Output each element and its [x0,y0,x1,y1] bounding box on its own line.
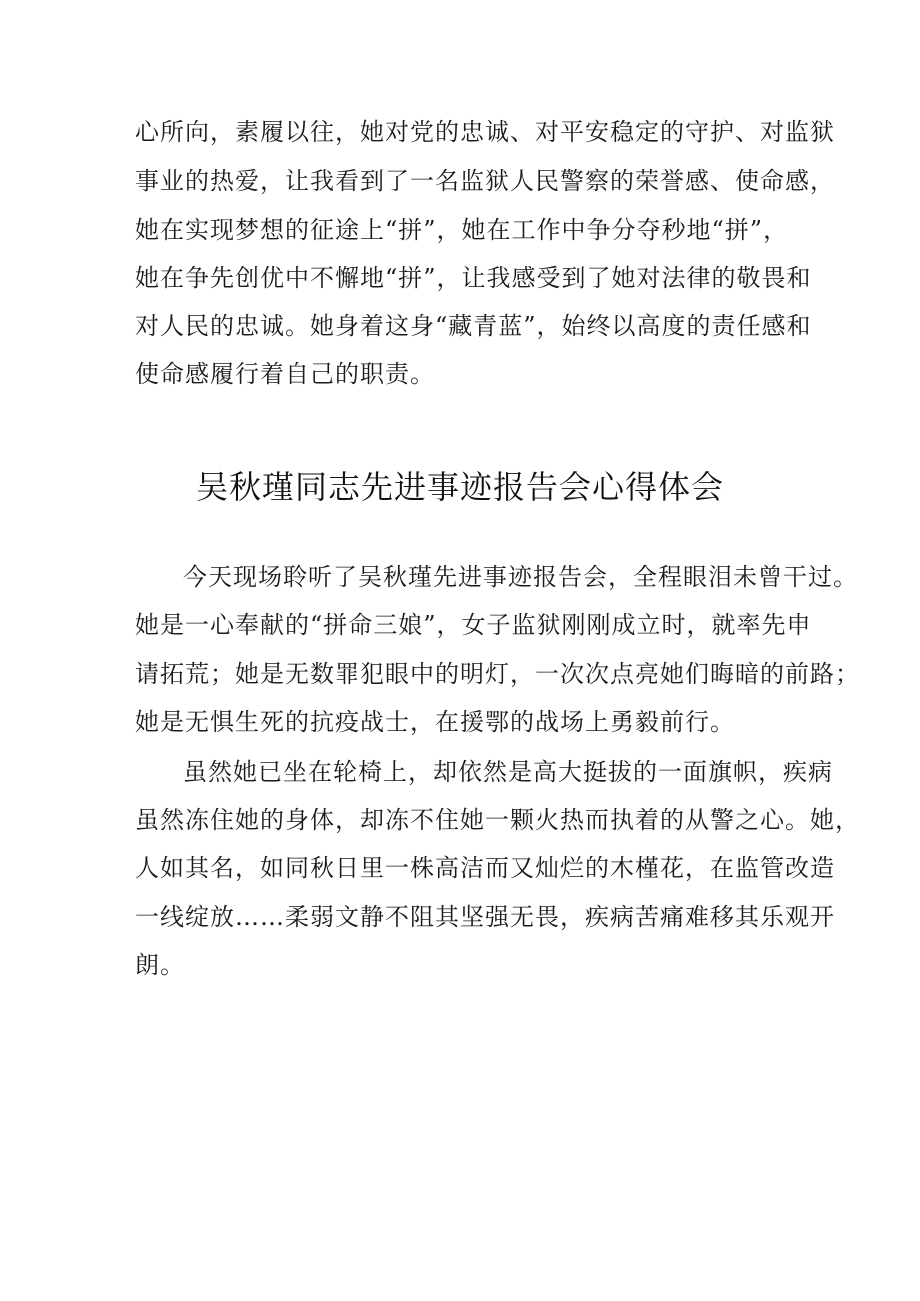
intro-line-6: 使命感履行着自己的职责。 [135,360,435,388]
paragraph1-line-3: 请拓荒；她是无数罪犯眼中的明灯，一次次点亮她们晦暗的前路； [135,660,860,688]
paragraph2-line-1: 虽然她已坐在轮椅上，却依然是高大挺拔的一面旗帜，疾病 [183,758,833,786]
paragraph2-line-3: 人如其名，如同秋日里一株高洁而又灿烂的木槿花，在监管改造 [135,854,835,882]
paragraph1-line-1: 今天现场聆听了吴秋瑾先进事迹报告会，全程眼泪未曾干过。 [183,563,858,591]
paragraph1-line-4: 她是无惧生死的抗疫战士，在援鄂的战场上勇毅前行。 [135,708,735,736]
intro-line-5: 对人民的忠诚。她身着这身“藏青蓝”，始终以高度的责任感和 [135,312,812,340]
paragraph2-line-5: 朗。 [135,951,185,979]
paragraph2-line-4: 一线绽放……柔弱文静不阻其坚强无畏，疾病苦痛难移其乐观开 [135,903,835,931]
intro-line-1: 心所向，素履以往，她对党的忠诚、对平安稳定的守护、对监狱 [135,118,835,146]
intro-line-3: 她在实现梦想的征途上“拼”，她在工作中争分夺秒地“拼”， [135,216,789,244]
paragraph1-line-2: 她是一心奉献的“拼命三娘”，女子监狱刚刚成立时，就率先申 [135,611,812,639]
paragraph2-line-2: 虽然冻住她的身体，却冻不住她一颗火热而执着的从警之心。她， [135,806,860,834]
section-title: 吴秋瑾同志先进事迹报告会心得体会 [195,468,724,506]
intro-line-2: 事业的热爱，让我看到了一名监狱人民警察的荣誉感、使命感， [135,167,835,195]
intro-line-4: 她在争先创优中不懈地“拼”，让我感受到了她对法律的敬畏和 [135,264,812,292]
